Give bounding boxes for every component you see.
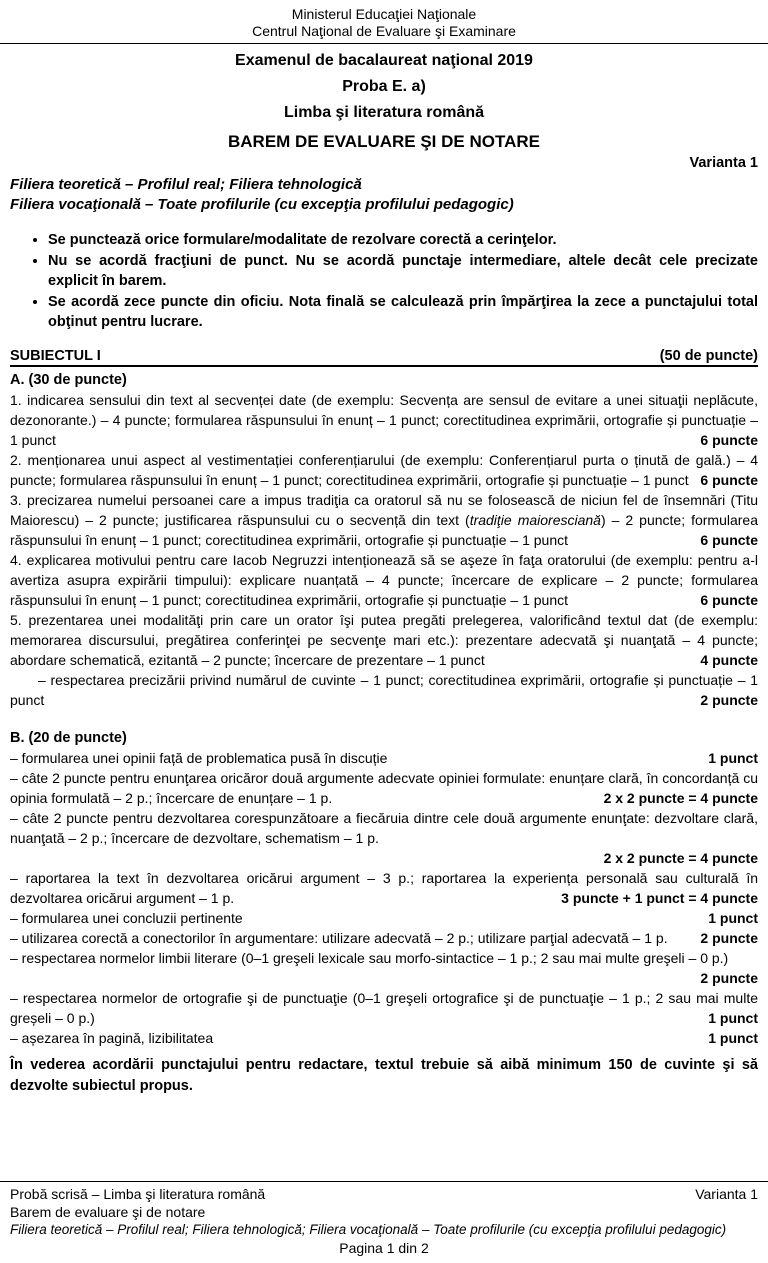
- item-text: – respectarea normelor de ortografie şi de punctuaţie (0–1 greşeli ortografice şi de punctuaţie – 1 p.; 2 sau mai multe greșeli – 0 p.): [10, 989, 758, 1026]
- general-rules-list: [10, 230, 758, 333]
- item-text: – formularea unei opinii față de problematica pusă în discuție: [10, 749, 388, 766]
- footer-variant-label: Varianta 1: [695, 1186, 758, 1202]
- exam-title: Examenul de bacalaureat naţional 2019: [235, 52, 533, 69]
- header-divider: [0, 43, 768, 44]
- rubric-item-b7: [10, 948, 758, 988]
- rubric-item-b9: [10, 1028, 758, 1048]
- subject1-header: [10, 348, 758, 367]
- item-score: 2 x 2 puncte = 4 puncte: [603, 789, 758, 806]
- item-score: 1 punct: [708, 749, 758, 766]
- item-score: 1 punct: [708, 909, 758, 926]
- filiera-line-1: Filiera teoretică – Profilul real; Filiera tehnologică: [10, 176, 362, 193]
- general-rule: • Se punctează orice formulare/modalitate de rezolvare corectă a cerinţelor.: [48, 230, 758, 251]
- item-text: 1. indicarea sensului din text al secvenței date (de exemplu: Secvența are sensul de evitare a unei situaţii neplăcute, dezonorante.) – 4 puncte; formularea răspunsului în enunț – 1 punct; corectitudinea exprimării, ortografie și punctuație – 1 punct: [10, 391, 758, 448]
- rubric-item-a5: [10, 610, 758, 670]
- item-text: – formularea unei concluzii pertinente: [10, 909, 243, 926]
- item-score: 6 puncte: [700, 591, 758, 608]
- variant-label: Varianta 1: [689, 155, 758, 171]
- redactare-note: În vederea acordării punctajului pentru redactare, textul trebuie să aibă minimum 150 de cuvinte şi să dezvolte subiectul propus.: [10, 1056, 758, 1094]
- rubric-item-b5: [10, 908, 758, 928]
- barem-title: BAREM DE EVALUARE ŞI DE NOTARE: [227, 132, 540, 151]
- rubric-item-a4: [10, 550, 758, 610]
- item-score: 3 puncte + 1 punct = 4 puncte: [561, 889, 758, 906]
- item-text: – câte 2 puncte pentru dezvoltarea corespunzătoare a fiecăruia dintre cele două argumente enunţate: dezvoltare clară, nuanţată – 2 p.; încercare de dezvoltare, schematism – 1 p.: [10, 809, 758, 846]
- org-header: [10, 6, 758, 40]
- item-score: 2 puncte: [700, 691, 758, 708]
- item-text: ) – 2 puncte; formularea răspunsului în enunț – 1 punct; corectitudinea exprimării, ortografie și punctuație – 1 punct: [10, 511, 759, 548]
- item-text: – respectarea precizării privind numărul de cuvinte – 1 punct; corectitudinea exprimării, ortografie și punctuație – 1 punct: [10, 671, 758, 708]
- item-text: 2. menționarea unui aspect al vestimentației conferențiarului (de exemplu: Conferențiarul purta o ținută de gală.) – 4 puncte; formularea răspunsului în enunț – 1 punct; corectitudinea exprimării, ortografie și punctuație – 1 punct: [10, 451, 758, 488]
- filiera-block: [10, 175, 758, 215]
- ministry-name: Ministerul Educaţiei Naţionale: [291, 6, 477, 22]
- rubric-item-a3: [10, 490, 758, 550]
- subject1-title: SUBIECTUL I: [10, 347, 101, 364]
- footer-filiera-label: Filiera teoretică – Profilul real; Filiera tehnologică; Filiera vocaţională – Toate profilurile (cu excepţia profilului pedagogic): [10, 1222, 727, 1237]
- rubric-item-b3: [10, 808, 758, 848]
- rubric-item-a5b: [10, 670, 758, 710]
- item-score: 2 puncte: [700, 969, 758, 986]
- item-score: 2 puncte: [700, 929, 758, 946]
- general-rule: • Se acordă zece puncte din oficiu. Nota finală se calculează prin împărţirea la zece a punctajului total obţinut pentru lucrare.: [48, 292, 758, 333]
- page-footer: [0, 1181, 768, 1257]
- general-rule: • Nu se acordă fracţiuni de punct. Nu se acordă punctaje intermediare, altele decât cele precizate explicit în barem.: [48, 251, 758, 292]
- item-text: – câte 2 puncte pentru enunţarea oricăror două argumente adecvate opiniei formulate: enunțare clară, în concordanță cu opinia formulată – 2 p.; încercare de enunțare – 1 p.: [10, 769, 758, 806]
- filiera-line-2: Filiera vocaţională – Toate profilurile (cu excepţia profilului pedagogic): [10, 196, 514, 213]
- footer-barem-label: Barem de evaluare şi de notare: [10, 1204, 206, 1220]
- footer-row-1: [10, 1185, 758, 1203]
- item-text: 3. precizarea numelui persoanei care a impus tradiţia ca oratorul să nu se folosească de niciun fel de însemnări (Titu Maiorescu) – 2 puncte; justificarea răspunsului cu o secvență din text (: [10, 491, 758, 528]
- center-name: Centrul Naţional de Evaluare şi Examinare: [252, 23, 516, 39]
- proba-label: Proba E. a): [342, 78, 426, 95]
- page-number: Pagina 1 din 2: [339, 1240, 429, 1256]
- item-text-italic: tradiţie maioresciană: [469, 511, 601, 528]
- section-b-heading: B. (20 de puncte): [10, 729, 127, 746]
- rubric-item-b8: [10, 988, 758, 1028]
- rubric-item-b2: [10, 768, 758, 808]
- item-score: 6 puncte: [700, 431, 758, 448]
- item-text: – așezarea în pagină, lizibilitatea: [10, 1029, 214, 1046]
- rubric-item-b4: [10, 868, 758, 908]
- footer-proba-label: Probă scrisă – Limba şi literatura română: [10, 1186, 266, 1202]
- item-score-line: 2 x 2 puncte = 4 puncte: [603, 849, 758, 866]
- footer-content: [0, 1182, 768, 1257]
- subject1-total-points: (50 de puncte): [659, 347, 758, 364]
- item-text: – utilizarea corectă a conectorilor în argumentare: utilizare adecvată – 2 p.; utilizare parţial adecvată – 1 p.: [10, 929, 668, 946]
- rubric-item-b6: [10, 928, 758, 948]
- rubric-item-a1: [10, 390, 758, 450]
- item-score: 1 punct: [708, 1029, 758, 1046]
- item-text: – raportarea la text în dezvoltarea oricărui argument – 3 p.; raportarea la experiența personală sau culturală în dezvoltarea oricărui argument – 1 p.: [10, 869, 758, 906]
- item-score: 6 puncte: [700, 531, 758, 548]
- item-score: 1 punct: [708, 1009, 758, 1026]
- item-text: 4. explicarea motivului pentru care Iacob Negruzzi intenționează să se aşeze în faţa oratorului (de exemplu: pentru a-l avertiza asupra expirării timpului): explicare nuanțată – 4 puncte; încercare de explicare – 2 puncte; formularea răspunsului în enunț – 1 punct; corectitudinea exprimării, ortografie și punctuație – 1 punct: [10, 551, 758, 608]
- item-score: 4 puncte: [700, 651, 758, 668]
- item-text: – respectarea normelor limbii literare (0–1 greşeli lexicale sau morfo-sintactice – 1 p.; 2 sau mai multe greşeli – 0 p.): [10, 949, 729, 966]
- section-a-heading: A. (30 de puncte): [10, 371, 127, 388]
- subject-title: Limba şi literatura română: [283, 104, 485, 121]
- item-score: 6 puncte: [700, 471, 758, 488]
- rubric-item-b1: [10, 748, 758, 768]
- item-text: 5. prezentarea unei modalităţi prin care un orator îşi putea pregăti prelegerea, valorificând textul dat (de exemplu: memorarea discursului, pregătirea conferinţei pe secvenţe mari etc.): prezentare adecvată şi nuanţată – 4 puncte; abordare schematică, ezitantă – 2 puncte; încercare de prezentare – 1 punct: [10, 611, 758, 668]
- rubric-item-a2: [10, 450, 758, 490]
